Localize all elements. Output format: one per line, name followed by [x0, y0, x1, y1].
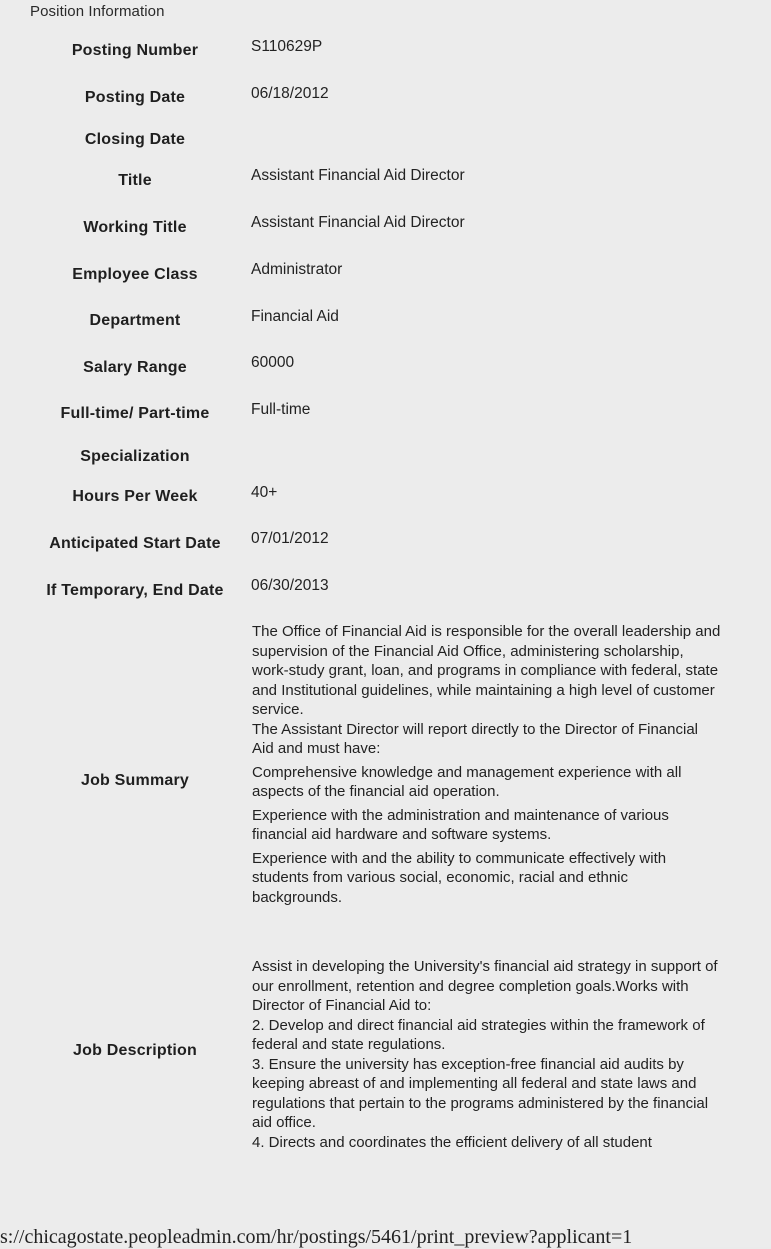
job-summary-paragraph: Comprehensive knowledge and management experience with all aspects of the financial aid operation. — [252, 763, 682, 800]
value-employee-class: Administrator — [251, 261, 343, 278]
value-working-title: Assistant Financial Aid Director — [251, 214, 465, 231]
job-description-paragraph: Assist in developing the University's financial aid strategy in support of our enrollment, retention and degree completion goals.Works with Director of Financial Aid to: — [252, 958, 718, 1014]
job-summary-paragraph: The Assistant Director will report directly to the Director of Financial Aid and must have: — [252, 720, 698, 757]
value-temporary-end-date: 06/30/2013 — [251, 577, 329, 594]
value-department: Financial Aid — [251, 308, 339, 325]
job-summary-paragraph: Experience with and the ability to communicate effectively with students from various social, economic, racial and ethnic backgrounds. — [252, 849, 667, 906]
job-description-paragraph: 4. Directs and coordinates the efficient delivery of all student — [252, 1133, 652, 1151]
label-department: Department — [89, 312, 181, 329]
value-hours-per-week: 40+ — [251, 484, 278, 501]
label-job-summary: Job Summary — [80, 772, 189, 789]
job-description-paragraph: 2. Develop and direct financial aid strategies within the framework of federal and state regulations. — [252, 1016, 705, 1053]
label-hours-per-week: Hours Per Week — [72, 488, 198, 505]
label-working-title: Working Title — [83, 219, 187, 236]
footer-url: s://chicagostate.peopleadmin.com/hr/postings/5461/print_preview?applicant=1 — [0, 1226, 633, 1248]
value-full-part-time: Full-time — [251, 401, 311, 418]
label-salary-range: Salary Range — [83, 359, 187, 376]
section-title: Position Information — [30, 3, 165, 20]
value-salary-range: 60000 — [251, 354, 295, 371]
value-posting-date: 06/18/2012 — [251, 85, 329, 102]
value-posting-number: S110629P — [251, 38, 323, 55]
label-closing-date: Closing Date — [84, 131, 186, 148]
label-posting-date: Posting Date — [84, 89, 186, 106]
label-anticipated-start-date: Anticipated Start Date — [49, 535, 221, 552]
value-title: Assistant Financial Aid Director — [251, 167, 465, 184]
job-description-paragraph: 3. Ensure the university has exception-free financial aid audits by keeping abreast of and implementing all federal and state laws and regulations that pertain to the programs administered by the financial aid office. — [252, 1055, 709, 1131]
label-full-part-time: Full-time/ Part-time — [60, 405, 210, 422]
job-description-text — [252, 957, 722, 1152]
value-anticipated-start-date: 07/01/2012 — [251, 530, 329, 547]
label-employee-class: Employee Class — [72, 266, 198, 283]
job-summary-paragraph: Experience with the administration and maintenance of various financial aid hardware and software systems. — [252, 806, 669, 843]
label-temporary-end-date: If Temporary, End Date — [46, 582, 224, 599]
label-title: Title — [118, 172, 152, 189]
label-specialization: Specialization — [80, 448, 190, 465]
job-summary-text — [252, 622, 722, 911]
label-job-description: Job Description — [73, 1042, 197, 1059]
label-posting-number: Posting Number — [71, 42, 199, 59]
job-summary-paragraph: The Office of Financial Aid is responsible for the overall leadership and supervision of the Financial Aid Office, administering scholarship, work-study grant, loan, and programs in compliance with federal, state and Institutional guidelines, while maintaining a high level of customer service. — [252, 623, 721, 718]
